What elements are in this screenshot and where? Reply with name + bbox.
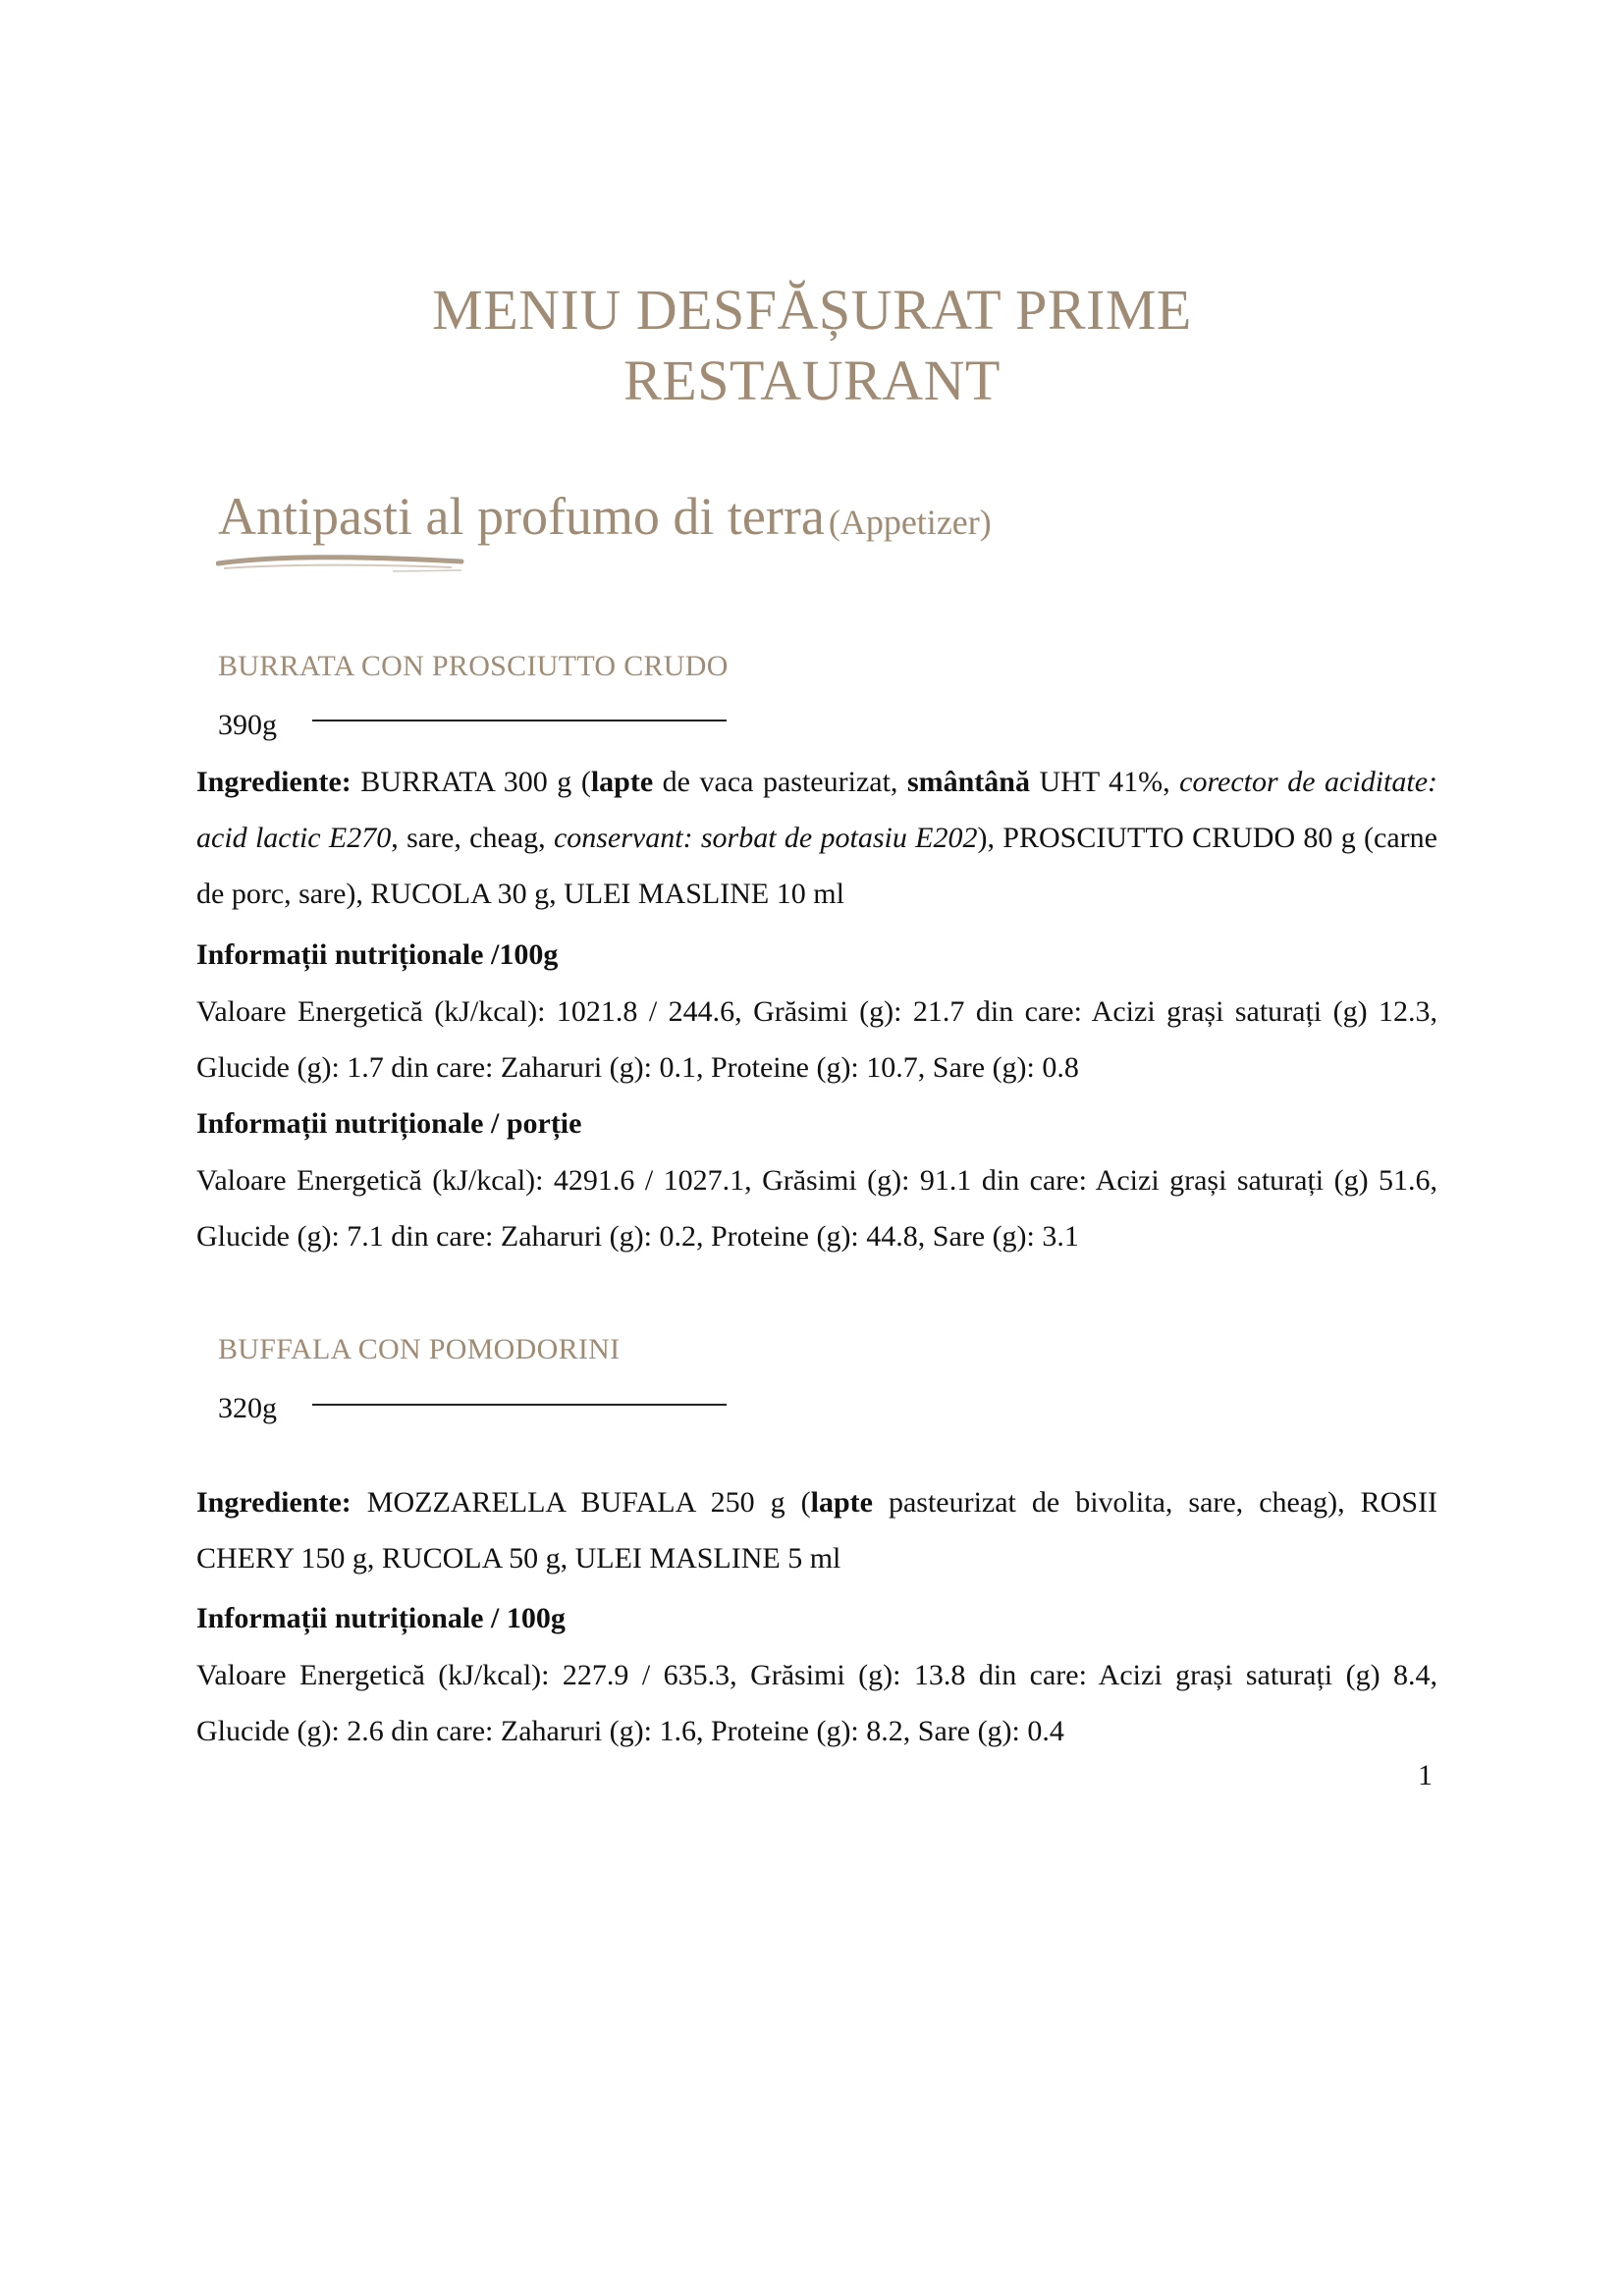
page-number: 1: [1418, 1759, 1433, 1791]
ingredients-text: UHT 41%,: [1029, 766, 1180, 798]
nutrition-100g-label: Informații nutriționale / 100g: [196, 1602, 566, 1634]
ingredients-paragraph: [196, 754, 1437, 922]
ingredients-text: BURRATA 300 g (: [351, 766, 591, 798]
weight-divider: [312, 720, 727, 721]
ingredients-label: Ingrediente:: [196, 766, 352, 798]
title-line-1: MENIU DESFĂȘURAT PRIME: [432, 278, 1192, 342]
allergen: lapte: [590, 766, 654, 798]
weight-divider: [312, 1404, 727, 1406]
ingredients-text: MOZZARELLA BUFALA 250 g (: [351, 1486, 811, 1519]
ingredients-text: ), PROSCIUTTO CRUDO 80 g (carne de porc, sare), RUCOLA 30 g, ULEI MASLINE 10 ml: [196, 822, 1437, 910]
allergen: smântână: [906, 766, 1030, 798]
nutrition-100g-label: Informații nutriționale /100g: [196, 938, 559, 971]
section-subheading: (Appetizer): [828, 503, 992, 542]
ingredients-text: de vaca pasteurizat,: [653, 766, 907, 798]
allergen: lapte: [810, 1486, 873, 1519]
nutrition-100g-text: Valoare Energetică (kJ/kcal): 227.9 / 635.3, Grăsimi (g): 13.8 din care: Acizi grași saturați (g) 8.4, Glucide (g): 2.6 din care: Zaharuri (g): 1.6, Proteine (g): 8.2, Sare (g): 0.4: [196, 1659, 1437, 1747]
ingredients-text: pasteurizat de bivolita, sare, cheag), ROSII CHERY 150 g, RUCOLA 50 g, ULEI MASLINE 5 ml: [196, 1486, 1437, 1575]
page-title: [0, 275, 1624, 416]
additive: conservant: sorbat de potasiu E202: [553, 822, 978, 854]
ingredients-label: Ingrediente:: [196, 1486, 352, 1519]
dish-name: BUFFALA CON POMODORINI: [218, 1333, 621, 1365]
nutrition-100g-text: Valoare Energetică (kJ/kcal): 1021.8 / 244.6, Grăsimi (g): 21.7 din care: Acizi grași saturați (g) 12.3, Glucide (g): 1.7 din care: Zaharuri (g): 0.1, Proteine (g): 10.7, Sare (g): 0.8: [196, 995, 1437, 1084]
ingredients-paragraph: [196, 1474, 1437, 1586]
section-heading: [218, 486, 992, 547]
nutrition-portion-text: Valoare Energetică (kJ/kcal): 4291.6 / 1027.1, Grăsimi (g): 91.1 din care: Acizi grași saturați (g) 51.6, Glucide (g): 7.1 din care: Zaharuri (g): 0.2, Proteine (g): 44.8, Sare (g): 3.1: [196, 1164, 1437, 1253]
dish-weight: 320g: [218, 1392, 277, 1424]
nutrition-portion-label: Informații nutriționale / porție: [196, 1107, 582, 1140]
dish-name: BURRATA CON PROSCIUTTO CRUDO: [218, 650, 729, 682]
section-heading-text: Antipasti al profumo di terra: [218, 487, 825, 546]
title-line-2: RESTAURANT: [623, 348, 1001, 412]
brush-stroke-underline: [216, 552, 471, 575]
additive: corector de aciditate: acid lactic E270: [196, 766, 1438, 854]
dish-weight: 390g: [218, 709, 277, 741]
ingredients-text: , sare, cheag,: [391, 822, 554, 854]
